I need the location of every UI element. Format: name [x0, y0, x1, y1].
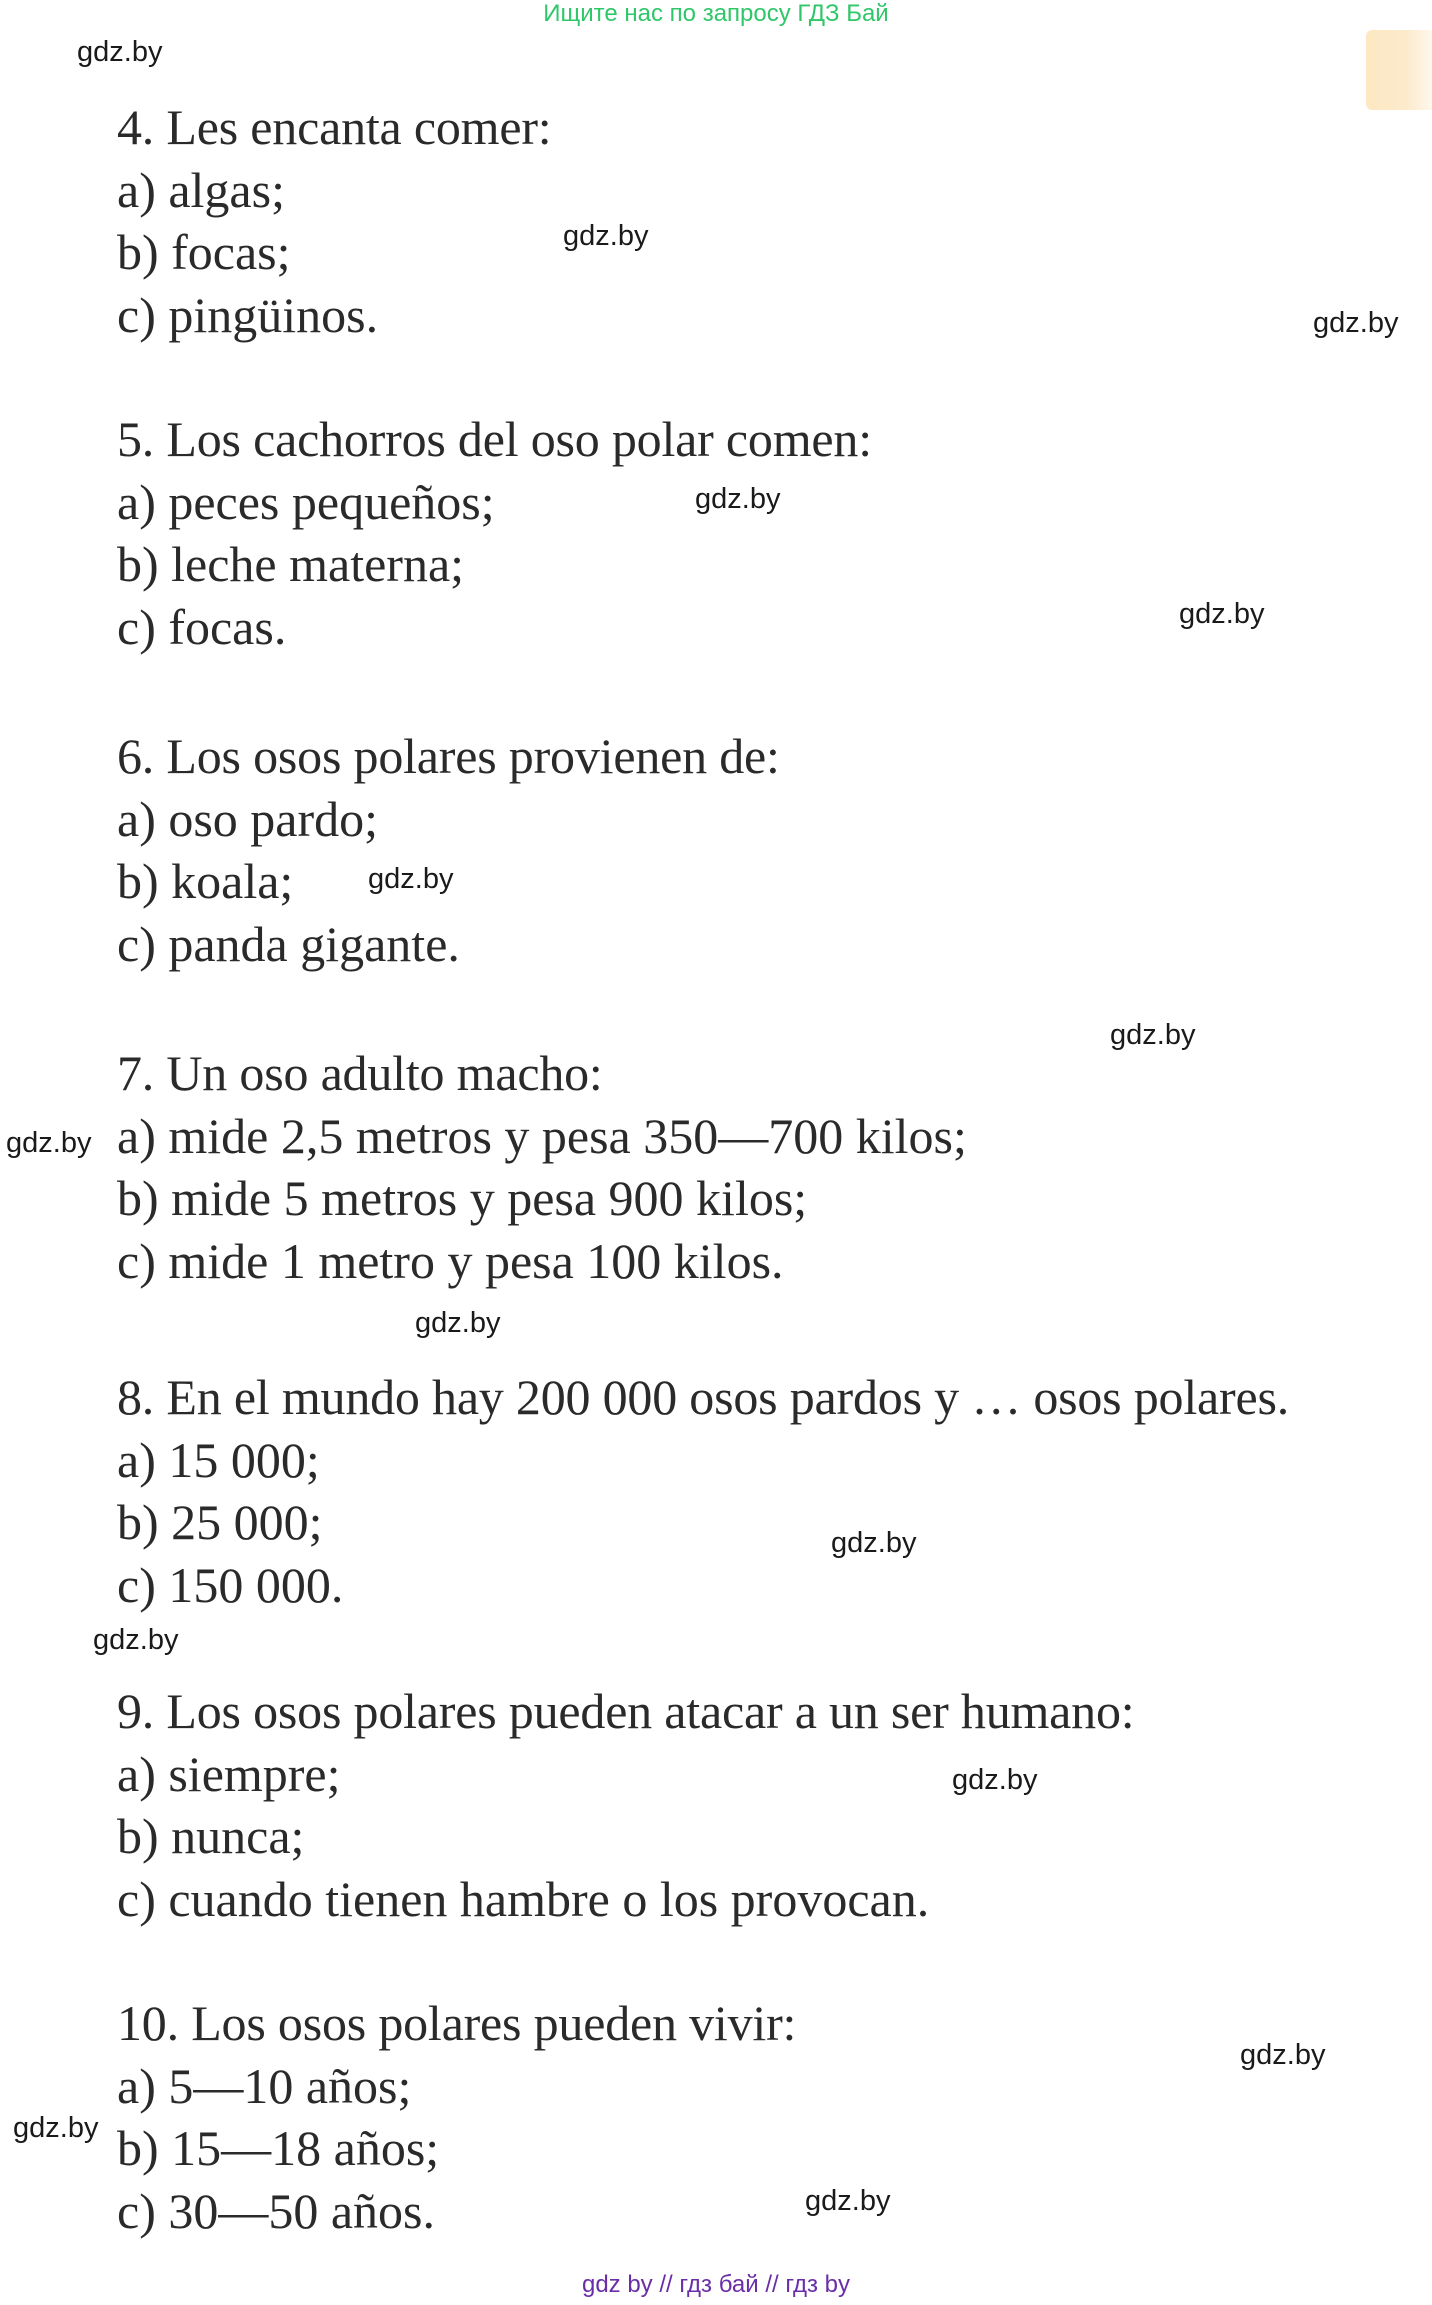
watermark: gdz.by [415, 1307, 501, 1339]
watermark: gdz.by [695, 483, 781, 515]
question-6 [117, 725, 1377, 975]
option-c: c) 150 000. [117, 1556, 344, 1613]
option-b: b) focas; [117, 224, 291, 280]
watermark: gdz.by [1110, 1019, 1196, 1051]
watermark: gdz.by [805, 2185, 891, 2217]
option-a: a) 15 000; [117, 1431, 320, 1488]
option-c: c) focas. [117, 598, 287, 655]
question-title: 8. En el mundo hay 200 000 osos pardos y … osos polares. [117, 1369, 1290, 1425]
watermark: gdz.by [952, 1764, 1038, 1796]
question-4 [117, 96, 1377, 346]
question-7 [117, 1042, 1377, 1292]
watermark: gdz.by [1240, 2039, 1326, 2071]
question-list [117, 96, 1377, 2242]
option-a: a) mide 2,5 metros y pesa 350—700 kilos; [117, 1107, 967, 1164]
option-b: b) leche materna; [117, 536, 465, 592]
watermark: gdz.by [831, 1527, 917, 1559]
option-c: c) 30—50 años. [117, 2182, 435, 2239]
top-banner[interactable]: Ищите нас по запросу ГДЗ Бай [543, 0, 889, 27]
option-a: a) 5—10 años; [117, 2057, 412, 2114]
watermark: gdz.by [6, 1127, 92, 1159]
question-8 [117, 1366, 1377, 1616]
watermark: gdz.by [563, 220, 649, 252]
footer-links[interactable]: gdz by // гдз бай // гдз by [581, 2271, 851, 2298]
question-title: 7. Un oso adulto macho: [117, 1045, 603, 1101]
option-b: b) 15—18 años; [117, 2120, 440, 2176]
option-b: b) mide 5 metros y pesa 900 kilos; [117, 1170, 808, 1226]
option-a: a) siempre; [117, 1745, 341, 1802]
watermark: gdz.by [1179, 598, 1265, 630]
option-c: c) mide 1 metro y pesa 100 kilos. [117, 1232, 784, 1289]
option-a: a) algas; [117, 161, 285, 218]
question-title: 6. Los osos polares provienen de: [117, 728, 780, 784]
watermark: gdz.by [93, 1624, 179, 1656]
watermark: gdz.by [13, 2112, 99, 2144]
watermark: gdz.by [1313, 307, 1399, 339]
option-b: b) nunca; [117, 1808, 305, 1864]
option-a: a) peces pequeños; [117, 473, 495, 530]
watermark: gdz.by [368, 863, 454, 895]
question-title: 10. Los osos polares pueden vivir: [117, 1995, 797, 2051]
watermark: gdz.by [77, 36, 163, 68]
question-title: 9. Los osos polares pueden atacar a un ser humano: [117, 1683, 1135, 1739]
question-10 [117, 1992, 1377, 2242]
question-9 [117, 1680, 1377, 1930]
option-c: c) panda gigante. [117, 915, 460, 972]
option-c: c) pingüinos. [117, 286, 379, 343]
question-title: 5. Los cachorros del oso polar comen: [117, 411, 872, 467]
question-title: 4. Les encanta comer: [117, 99, 552, 155]
option-b: b) 25 000; [117, 1494, 323, 1550]
option-a: a) oso pardo; [117, 790, 379, 847]
option-b: b) koala; [117, 853, 294, 909]
option-c: c) cuando tienen hambre o los provocan. [117, 1870, 930, 1927]
